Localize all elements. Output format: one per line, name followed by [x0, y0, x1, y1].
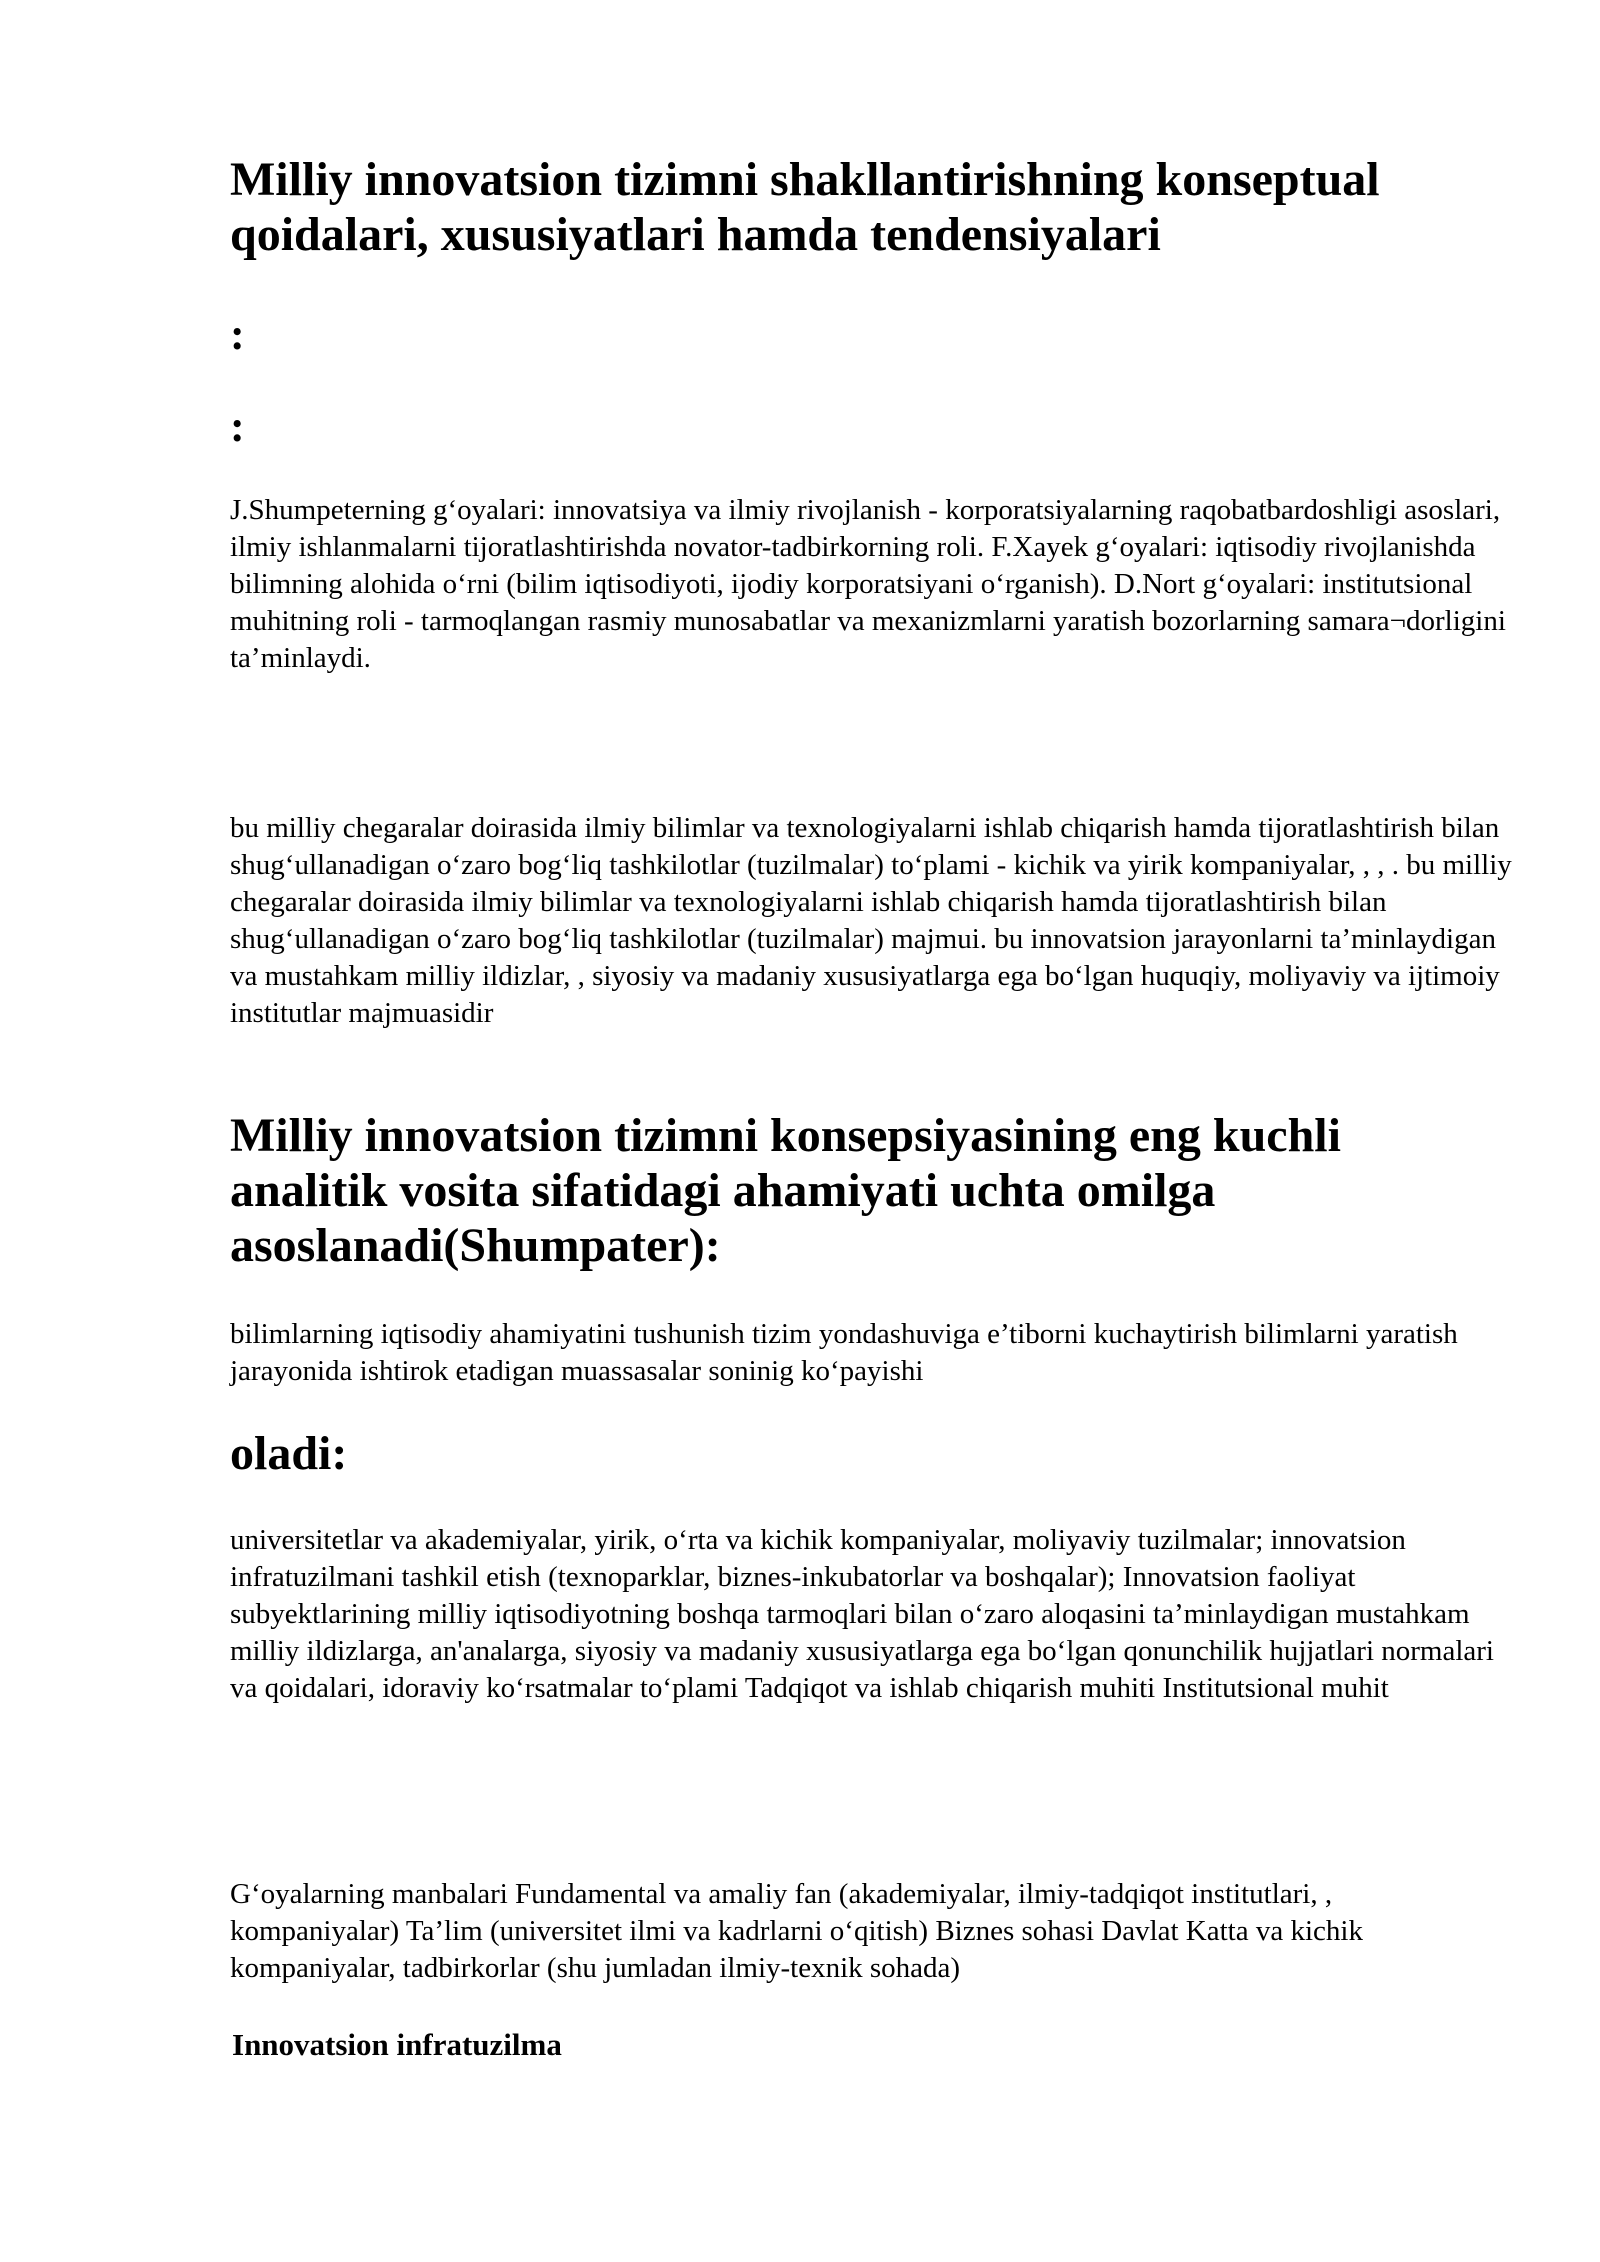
heading-concept: Milliy innovatsion tizimni konsepsiyasining eng kuchli analitik vosita sifatidagi ahamiyati uchta omilga asoslanadi(Shumpater): [230, 1109, 1341, 1272]
heading-infrastructure: Innovatsion infratuzilma [232, 2027, 562, 2062]
paragraph-components: universitetlar va akademiyalar, yirik, o‘rta va kichik kompaniyalar, moliyaviy tuzilmalar; innovatsion infratuzilmani tashkil etish (texnoparklar, biznes-inkubatorlar va boshqalar); Innovatsion faoliyat subyektlarining milliy iqtisodiyotning boshqa tarmoqlari bilan o‘zaro aloqasini ta’minlaydigan mustahkam milliy ildizlarga, an'analarga, siyosiy va madaniy xususiyatlarga ega bo‘lgan qonunchilik hujjatlari normalari va qoidalari, idoraviy ko‘rsatmalar to‘plami Tadqiqot va ishlab chiqarish muhiti Institutsional muhit [230, 1524, 1494, 1704]
colon-heading-2: : [230, 402, 245, 451]
paragraph-ideas: J.Shumpeterning g‘oyalari: innovatsiya va ilmiy rivojlanish - korporatsiyalarning raqobatbardoshligi asoslari, ilmiy ishlanmalarni tijoratlashtirishda novator-tadbirkorning roli. F.Xayek g‘oyalari: iqtisodiy rivojlanishda bilimning alohida o‘rni (bilim iqtisodiyoti, ijodiy korporatsiyani o‘rganish). D.Nort g‘oyalari: institutsional muhitning roli - tarmoqlangan rasmiy munosabatlar va mexanizmlarni yaratish bozorlarning samara¬dorligini ta’minlaydi. [230, 494, 1506, 674]
heading-oladi: oladi: [230, 1427, 348, 1480]
paragraph-sources: G‘oyalarning manbalari Fundamental va amaliy fan (akademiyalar, ilmiy-tadqiqot institutlari, , kompaniyalar) Ta’lim (universitet ilmi va kadrlarni o‘qitish) Biznes sohasi Davlat Katta va kichik kompaniyalar, tadbirkorlar (shu jumladan ilmiy-texnik sohada) [230, 1878, 1363, 1984]
paragraph-definition: bu milliy chegaralar doirasida ilmiy bilimlar va texnologiyalarni ishlab chiqarish hamda tijoratlashtirish bilan shug‘ullanadigan o‘zaro bog‘liq tashkilotlar (tuzilmalar) to‘plami - kichik va yirik kompaniyalar, , , . bu milliy chegaralar doirasida ilmiy bilimlar va texnologiyalarni ishlab chiqarish hamda tijoratlashtirish bilan shug‘ullanadigan o‘zaro bog‘liq tashkilotlar (tuzilmalar) majmui. bu innovatsion jarayonlarni ta’minlaydigan va mustahkam milliy ildizlar, , siyosiy va madaniy xususiyatlarga ega bo‘lgan huquqiy, moliyaviy va ijtimoiy institutlar majmuasidir [230, 812, 1512, 1029]
colon-heading-1: : [230, 310, 245, 359]
paragraph-factors: bilimlarning iqtisodiy ahamiyatini tushunish tizim yondashuviga e’tiborni kuchaytirish bilimlarni yaratish jarayonida ishtirok etadigan muassasalar soninig ko‘payishi [230, 1318, 1458, 1387]
document-title: Milliy innovatsion tizimni shakllantirishning konseptual qoidalari, xususiyatlari hamda tendensiyalari [230, 153, 1380, 261]
